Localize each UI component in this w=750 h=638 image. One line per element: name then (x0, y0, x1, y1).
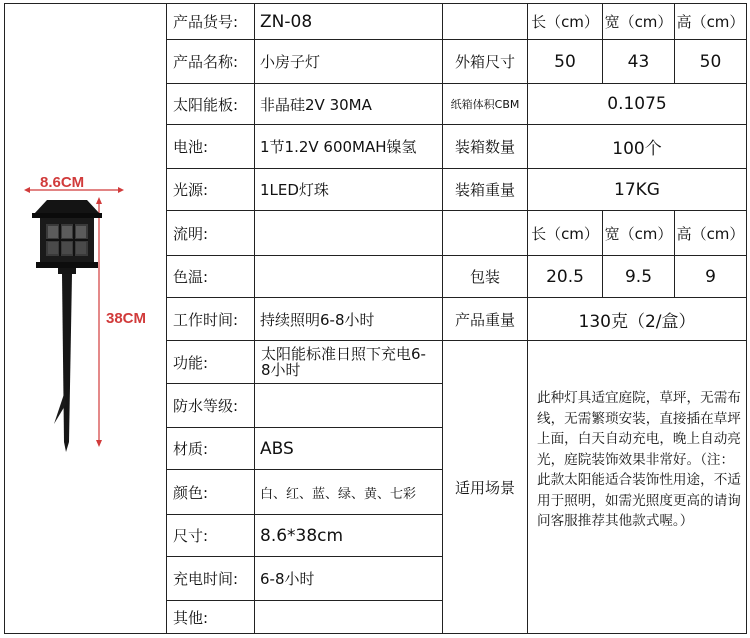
spec-label-name: 产品名称: (173, 53, 239, 71)
spec-label-function: 功能: (173, 353, 209, 372)
product-image (4, 4, 166, 634)
carton-weight-label: 装箱重量 (454, 181, 515, 199)
product-weight-label: 产品重量 (454, 310, 515, 329)
spec-value-work-time: 持续照明6-8小时 (260, 310, 375, 329)
spec-value-battery: 1节1.2V 600MAH镍氢 (260, 138, 417, 156)
spec-value-lumen (255, 211, 442, 255)
carton-dim-header-width: 宽（cm） (604, 13, 673, 31)
spec-label-color: 颜色: (173, 483, 209, 502)
carton-size-label: 外箱尺寸 (454, 53, 515, 71)
spec-label-material: 材质: (173, 440, 209, 458)
spec-value-function: 太阳能标准日照下充电6-8小时 (261, 345, 426, 379)
carton-size-length: 50 (554, 51, 576, 72)
package-length: 20.5 (546, 266, 584, 287)
package-dim-header-width: 宽（cm） (604, 224, 673, 243)
spec-value-solar-panel: 非晶硅2V 30MA (260, 95, 372, 114)
carton-qty-value: 100个 (612, 139, 662, 159)
spec-value-color: 白、红、蓝、绿、黄、七彩 (260, 486, 417, 502)
carton-qty-label: 装箱数量 (454, 138, 515, 156)
spec-label-lumen: 流明: (173, 224, 209, 243)
usage-text: 此种灯具适宜庭院，草坪，无需布线，无需繁琐安装，直接插在草坪上面，白天自动充电，晚上自动亮光，庭院装饰效果非常好。（注：此款太阳能适合装饰性用途，不适用于照明，如需光照度更高的请询问客服推荐其他款式喔。） (537, 390, 741, 529)
package-width: 9.5 (624, 266, 653, 287)
carton-size-width: 43 (627, 51, 650, 72)
carton-weight-value: 17KG (614, 179, 660, 200)
spec-value-name: 小房子灯 (260, 53, 321, 71)
package-height: 9 (705, 266, 716, 287)
spec-value-waterproof (255, 384, 442, 427)
spec-label-size: 尺寸: (173, 527, 209, 545)
spec-label-waterproof: 防水等级: (173, 397, 239, 415)
usage-label: 适用场景 (454, 478, 515, 497)
carton-volume-label: 纸箱体积CBM (450, 98, 520, 111)
spec-label-battery: 电池: (173, 138, 209, 156)
carton-dim-header-length: 长（cm） (531, 13, 599, 31)
spec-value-light-source: 1LED灯珠 (260, 181, 329, 199)
package-dim-header-length: 长（cm） (531, 224, 599, 243)
spec-value-size: 8.6*38cm (260, 525, 344, 546)
product-weight-value: 130克（2/盒） (578, 311, 696, 332)
spec-label-item-no: 产品货号: (173, 13, 239, 31)
width-dimension-label: 8.6CM (40, 174, 85, 191)
spec-value-other (255, 601, 442, 633)
spec-value-material: ABS (260, 438, 294, 459)
spec-label-charge-time: 充电时间: (173, 570, 239, 588)
spec-value-color-temp (255, 256, 442, 297)
height-dimension-label: 38CM (106, 310, 147, 327)
spec-label-solar-panel: 太阳能板: (173, 95, 239, 114)
spec-value-charge-time: 6-8小时 (260, 570, 315, 588)
spec-label-work-time: 工作时间: (173, 310, 239, 329)
carton-volume-value: 0.1075 (607, 94, 667, 114)
package-dim-header-height: 高（cm） (676, 224, 745, 243)
carton-size-height: 50 (699, 51, 722, 72)
spec-label-other: 其他: (173, 608, 209, 627)
spec-label-light-source: 光源: (173, 181, 209, 199)
spec-value-item-no: ZN-08 (260, 11, 313, 32)
carton-dim-header-height: 高（cm） (676, 13, 745, 31)
spec-label-color-temp: 色温: (173, 268, 209, 286)
package-label: 包装 (469, 268, 500, 286)
